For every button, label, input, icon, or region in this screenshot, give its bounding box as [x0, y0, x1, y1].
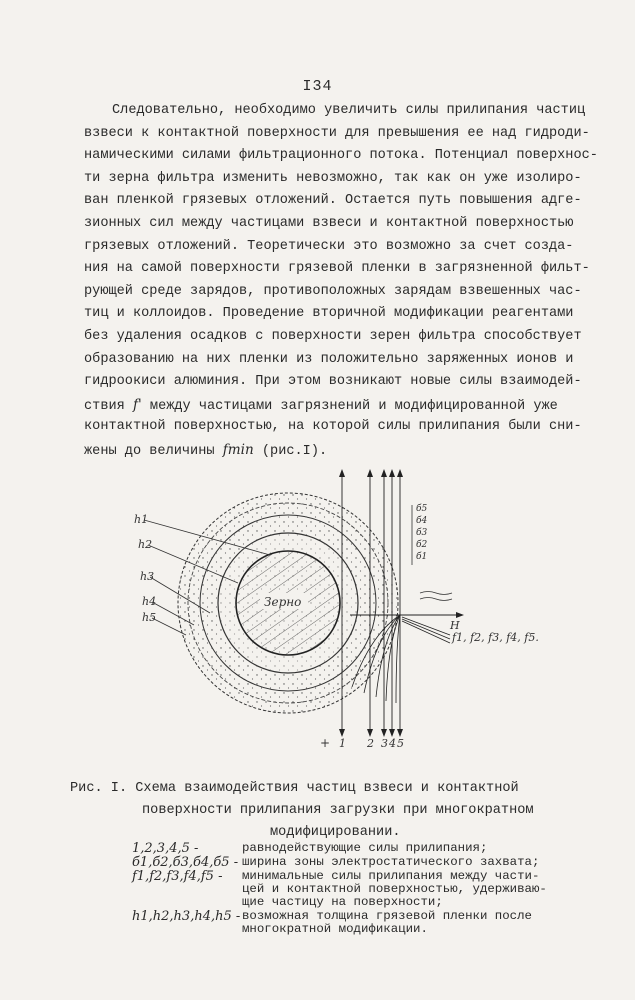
legend-row [132, 842, 612, 855]
plus-sign: + [320, 736, 331, 750]
text-line: образованию на них пленки из положительно заряженных ионов и [84, 351, 574, 367]
text-fragment: ствия [84, 398, 125, 414]
b3-label: б3 [416, 528, 428, 538]
diagram-svg [120, 465, 590, 765]
caption-line: модифицировании. [270, 825, 401, 840]
text-line: тиц и коллоидов. Проведение вторичной модификации реагентами [84, 306, 574, 322]
force-number-1: 1 [339, 737, 346, 750]
body-paragraph [84, 100, 604, 462]
legend-row [132, 910, 612, 936]
force-number-2: 2 [367, 737, 374, 750]
legend-desc: ширина зоны электростатического захвата; [242, 855, 540, 869]
text-line: рующей среде зарядов, противоположных зарядам взвешенных час- [84, 283, 582, 299]
text-line: Следовательно, необходимо увеличить силы прилипания частиц [112, 103, 586, 118]
page-number: I34 [302, 78, 333, 95]
caption-line: поверхности прилипания загрузки при многократном [142, 803, 534, 818]
text-line: без удаления осадков с поверхности зерен фильтра способствует [84, 328, 582, 344]
text-line: гидроокиси алюминия. При этом возникают новые силы взаимодей- [84, 374, 582, 390]
figure-diagram [120, 465, 590, 765]
force-number-5: 5 [397, 737, 404, 750]
text-line: контактной поверхностью, на которой силы прилипания были сни- [84, 419, 582, 435]
h5-label: h5 [142, 611, 157, 624]
text-line: зионных сил между частицами взвеси и контактной поверхностью [84, 215, 574, 231]
f-min-symbol: fmin [222, 441, 254, 458]
text-fragment: жены до величины [84, 443, 215, 459]
figure-caption [70, 778, 610, 844]
text-line [84, 394, 604, 417]
text-line [84, 439, 604, 462]
text-fragment: между частицами загрязнений и модифицированной уже [141, 398, 558, 414]
text-line: взвеси к контактной поверхности для превышения ее над гидроди- [84, 125, 590, 141]
legend-row [132, 856, 612, 869]
text-line: ван пленкой грязевых отложений. Остается путь повышения адге- [84, 193, 582, 209]
force-arrows-up [339, 469, 403, 477]
legend-desc: минимальные силы прилипания между части- цей и контактной поверхностью, удерживаю- щие частицу на поверхности; [242, 869, 547, 909]
legend-key: б1,б2,б3,б4,б5 - [132, 855, 239, 870]
h1-label: h1 [134, 513, 149, 526]
force-number-3: 3 [381, 737, 388, 750]
legend-row [132, 870, 612, 909]
text-fragment: (рис.I). [253, 443, 328, 459]
legend-desc: возможная толщина грязевой пленки после многократной модификации. [242, 909, 532, 936]
b4-label: б4 [416, 516, 428, 526]
text-line: ти зерна фильтра изменить невозможно, так как он уже изолиро- [84, 170, 582, 186]
text-line: намическими силами фильтрационного потока. Потенциал поверхнос- [84, 148, 598, 164]
legend-key: 1,2,3,4,5 - [132, 841, 199, 856]
b2-label: б2 [416, 540, 428, 550]
caption-line: Рис. I. Схема взаимодействия частиц взвеси и контактной [70, 781, 519, 796]
h4-label: h4 [142, 595, 157, 608]
grain-label: Зерно [264, 595, 302, 609]
h3-label: h3 [140, 570, 155, 583]
f-prime-symbol: f' [132, 396, 142, 413]
legend-key: f1,f2,f3,f4,f5 - [132, 869, 223, 884]
h2-label: h2 [138, 538, 153, 551]
figure-legend [132, 842, 612, 937]
b5-label: б5 [416, 504, 428, 514]
b1-label: б1 [416, 552, 428, 562]
legend-key: h1,h2,h3,h4,h5 - [132, 909, 241, 924]
h-axis-label: H [450, 619, 460, 632]
f-labels: f1, f2, f3, f4, f5. [452, 631, 539, 644]
force-arrows-down [339, 729, 403, 737]
legend-desc: равнодействующие силы прилипания; [242, 841, 488, 855]
text-line: ния на самой поверхности грязевой пленки в загрязненной фильт- [84, 261, 590, 277]
text-line: грязевых отложений. Теоретически это возможно за счет созда- [84, 238, 574, 254]
force-number-4: 4 [389, 737, 396, 750]
